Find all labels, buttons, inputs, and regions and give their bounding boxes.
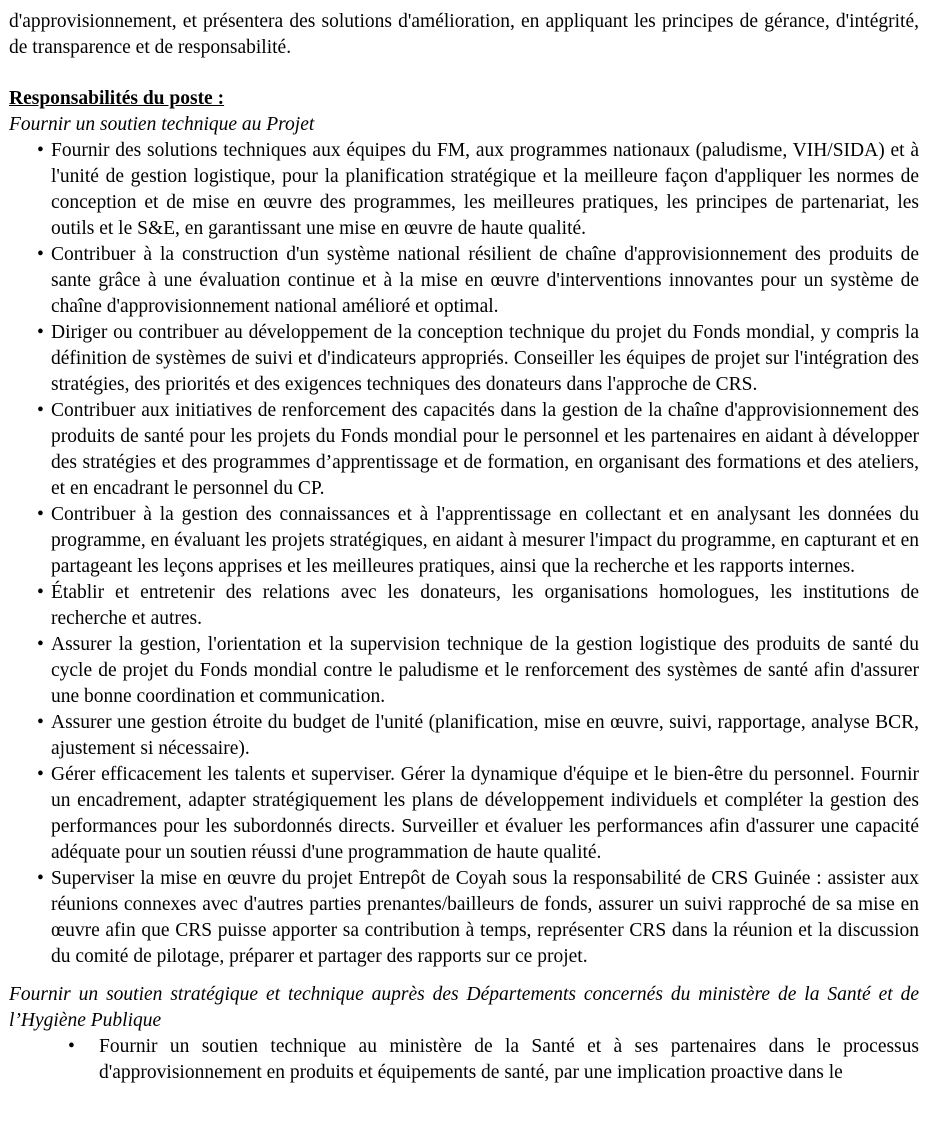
- bullet-item: • Gérer efficacement les talents et superviser. Gérer la dynamique d'équipe et le bien-être du personnel. Fournir un encadrement, adapter stratégiquement les plans de développement individuels et compléter la gestion des performances pour les subordonnés directs. Surveiller et évaluer les performances afin d'assurer une capacité adéquate pour un soutien réussi d'une programmation de haute qualité.: [51, 762, 919, 866]
- intro-paragraph: d'approvisionnement, et présentera des solutions d'amélioration, en appliquant les principes de gérance, d'intégrité, de transparence et de responsabilité.: [9, 11, 919, 58]
- bullet-item: • Superviser la mise en œuvre du projet Entrepôt de Coyah sous la responsabilité de CRS Guinée : assister aux réunions connexes avec d'autres parties prenantes/bailleurs de fonds, assurer un suivi rapproché de sa mise en œuvre afin que CRS puisse apporter sa contribution à temps, représenter CRS dans la réunion et la discussion du comité de pilotage, préparer et partager des rapports sur ce projet.: [51, 866, 919, 970]
- responsibilities-heading: Responsabilités du poste :: [9, 88, 225, 109]
- responsibilities-list: [9, 138, 919, 970]
- bullet-item: • Contribuer aux initiatives de renforcement des capacités dans la gestion de la chaîne d'approvisionnement des produits de santé pour les projets du Fonds mondial pour le personnel et les partenaires en aidant à développer des stratégies et des programmes d’apprentissage et de formation, en organisant des formations et des ateliers, et en encadrant le personnel du CP.: [51, 398, 919, 502]
- bullet-item: • Établir et entretenir des relations avec les donateurs, les organisations homologues, les institutions de recherche et autres.: [51, 580, 919, 632]
- bullet-item: • Assurer la gestion, l'orientation et la supervision technique de la gestion logistique des produits de santé du cycle de projet du Fonds mondial contre le paludisme et le renforcement des systèmes de santé afin d'assurer une bonne coordination et communication.: [51, 632, 919, 710]
- ministry-support-list: [9, 1034, 919, 1086]
- bullet-item: • Assurer une gestion étroite du budget de l'unité (planification, mise en œuvre, suivi, rapportage, analyse BCR, ajustement si nécessaire).: [51, 710, 919, 762]
- bullet-item: • Contribuer à la construction d'un système national résilient de chaîne d'approvisionnement des produits de sante grâce à une évaluation continue et à la mise en œuvre d'interventions innovantes pour un système de chaîne d'approvisionnement national amélioré et optimal.: [51, 242, 919, 320]
- bullet-item: • Diriger ou contribuer au développement de la conception technique du projet du Fonds mondial, y compris la définition de systèmes de suivi et d'indicateurs appropriés. Conseiller les équipes de projet sur l'intégration des stratégies, des priorités et des exigences techniques des donateurs dans l'approche de CRS.: [51, 320, 919, 398]
- subsection-heading-project-support: Fournir un soutien technique au Projet: [9, 114, 315, 135]
- subsection-heading-ministry-support: Fournir un soutien stratégique et technique auprès des Départements concernés du ministère de la Santé et de l’Hygiène Publique: [9, 984, 919, 1031]
- bullet-item: • Contribuer à la gestion des connaissances et à l'apprentissage en collectant et en analysant les données du programme, en évaluant les projets stratégiques, en aidant à mesurer l'impact du programme, en capturant et en partageant les leçons apprises et les meilleures pratiques, ainsi que la recherche et les rapports internes.: [51, 502, 919, 580]
- bullet-item: • Fournir un soutien technique au ministère de la Santé et à ses partenaires dans le processus d'approvisionnement en produits et équipements de santé, par une implication proactive dans le: [99, 1034, 919, 1086]
- bullet-item: • Fournir des solutions techniques aux équipes du FM, aux programmes nationaux (paludisme, VIH/SIDA) et à l'unité de gestion logistique, pour la planification stratégique et la meilleure façon d'appliquer les normes de conception et de mise en œuvre des programmes, les meilleures pratiques, les principes de partenariat, les outils et le S&E, en garantissant une mise en œuvre de haute qualité.: [51, 138, 919, 242]
